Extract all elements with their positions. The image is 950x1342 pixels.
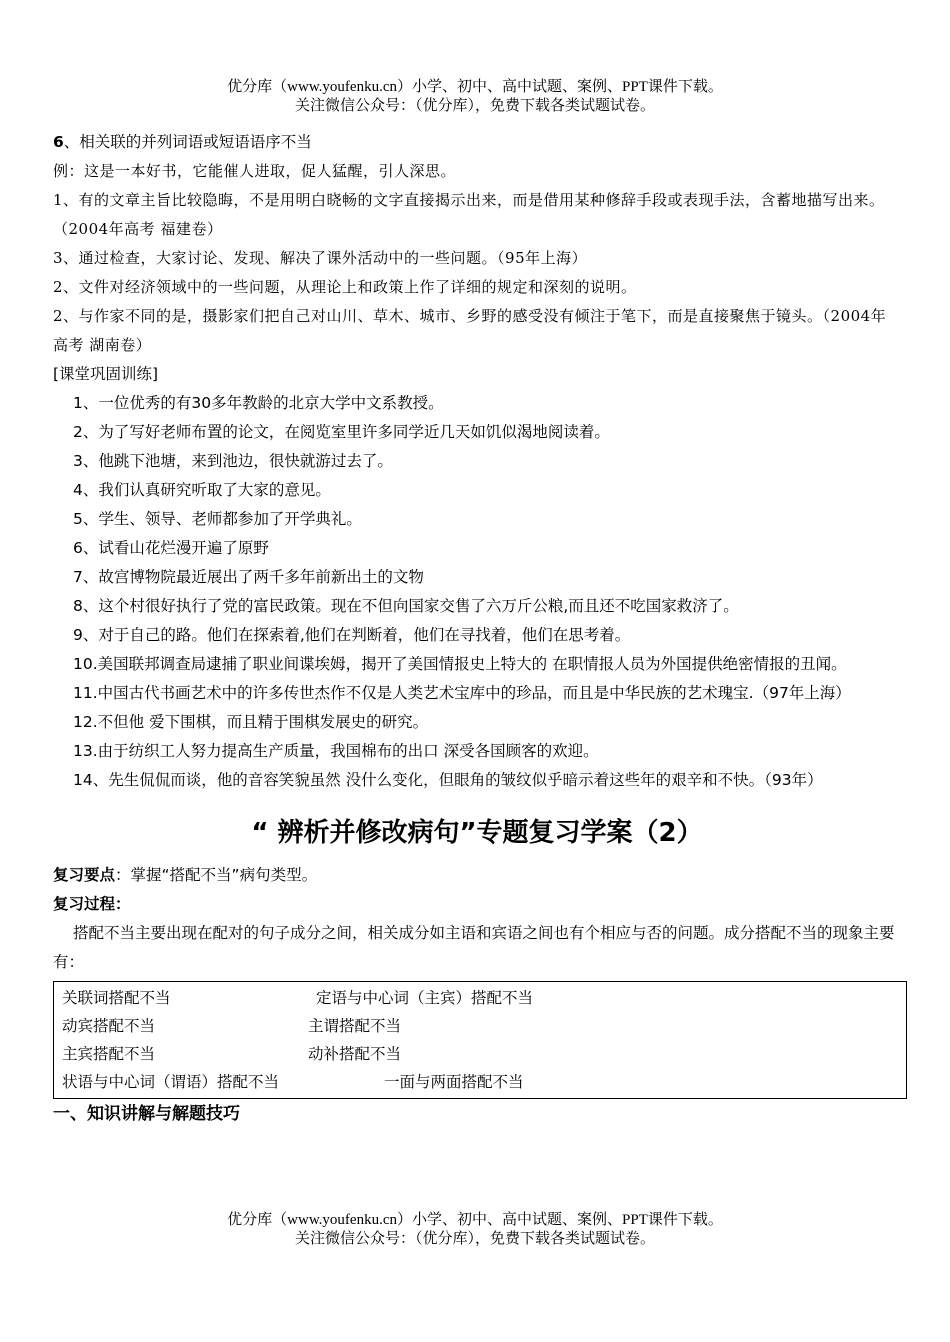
types-box (53, 981, 907, 1099)
practice-item: 11.中国古代书画艺术中的许多传世杰作不仅是人类艺术宝库中的珍品，而且是中华民族的艺术瑰宝.（97年上海） (73, 684, 851, 702)
practice-item: 5、学生、领导、老师都参加了开学典礼。 (73, 510, 362, 528)
part6-heading (53, 128, 901, 157)
practice-item: 13.由于纺织工人努力提高生产质量，我国棉布的出口 深受各国顾客的欢迎。 (73, 742, 599, 760)
practice-item: 8、这个村很好执行了党的富民政策。现在不但向国家交售了六万斤公粮,而且还不吃国家救济了。 (73, 597, 739, 615)
type-cell: 关联词搭配不当 (62, 989, 171, 1007)
footer-line-1: 优分库（www.youfenku.cn）小学、初中、高中试题、案例、PPT课件下载。 (227, 1212, 723, 1228)
practice-item: 4、我们认真研究听取了大家的意见。 (73, 481, 331, 499)
main-content (53, 128, 901, 1129)
part6-heading-text: 、相关联的并列词语或短语语序不当 (63, 133, 312, 151)
header-line-2: 关注微信公众号：（优分库），免费下载各类试题试卷。 (294, 98, 655, 114)
review-process-label: 复习过程： (53, 895, 131, 913)
type-cell: 主宾搭配不当 (62, 1045, 156, 1063)
types-row (62, 1012, 898, 1040)
practice-item: 12.不但他 爱下围棋，而且精于围棋发展史的研究。 (73, 713, 429, 731)
practice-item: 2、为了写好老师布置的论文，在阅览室里许多同学近几天如饥似渴地阅读着。 (73, 423, 610, 441)
footer-line-2: 关注微信公众号：（优分库），免费下载各类试题试卷。 (294, 1231, 655, 1247)
practice-item: 1、一位优秀的有30多年教龄的北京大学中文系教授。 (73, 394, 444, 412)
type-cell: 动宾搭配不当 (62, 1017, 156, 1035)
type-cell: 定语与中心词（主宾）搭配不当 (316, 989, 534, 1007)
part6-example: 例：这是一本好书，它能催人进取，促人猛醒，引人深思。 (53, 162, 457, 180)
review-points-label: 复习要点 (53, 866, 116, 884)
practice-item: 6、试看山花烂漫开遍了原野 (73, 539, 269, 557)
practice-item: 9、对于自己的路。他们在探索着,他们在判断着，他们在寻找着，他们在思考着。 (73, 626, 631, 644)
header-line-1: 优分库（www.youfenku.cn）小学、初中、高中试题、案例、PPT课件下载。 (227, 79, 723, 95)
review-points-text: ：掌握“搭配不当”病句类型。 (115, 866, 318, 884)
practice-item: 10.美国联邦调查局逮捕了职业间谍埃姆，揭开了美国情报史上特大的 在职情报人员为外国提供绝密情报的丑闻。 (73, 655, 847, 673)
part6-item: 3、通过检查，大家讨论、发现、解决了课外活动中的一些问题。（95年上海） (53, 249, 588, 267)
type-cell: 动补搭配不当 (308, 1045, 402, 1063)
part6-heading-number: 6 (53, 133, 64, 151)
practice-heading: [课堂巩固训练] (53, 365, 159, 383)
types-row (62, 984, 898, 1012)
type-cell: 主谓搭配不当 (308, 1017, 402, 1035)
type-cell: 一面与两面搭配不当 (384, 1073, 524, 1091)
part6-item: 1、有的文章主旨比较隐晦，不是用明白晓畅的文字直接揭示出来，而是借用某种修辞手段或表现手法，含蓄地描写出来。（2004年高考 福建卷） (53, 191, 885, 238)
review-intro: 搭配不当主要出现在配对的句子成分之间，相关成分如主语和宾语之间也有个相应与否的问题。成分搭配不当的现象主要有： (53, 924, 895, 971)
type-cell: 状语与中心词（谓语）搭配不当 (62, 1073, 280, 1091)
practice-item: 3、他跳下池塘，来到池边，很快就游过去了。 (73, 452, 393, 470)
part6-item: 2、与作家不同的是，摄影家们把自己对山川、草木、城市、乡野的感受没有倾注于笔下，而是直接聚焦于镜头。（2004年高考 湖南卷） (53, 307, 887, 354)
page-title: “ 辨析并修改病句”专题复习学案（2） (251, 818, 703, 848)
types-row (62, 1040, 898, 1068)
section-one-heading: 一、知识讲解与解题技巧 (53, 1104, 240, 1124)
practice-item: 14、先生侃侃而谈，他的音容笑貌虽然 没什么变化，但眼角的皱纹似乎暗示着这些年的艰辛和不快。（93年） (73, 771, 823, 789)
page-footer (0, 1211, 950, 1249)
review-points (53, 861, 901, 890)
page-header (0, 78, 950, 116)
types-row (62, 1068, 898, 1096)
part6-item: 2、文件对经济领域中的一些问题，从理论上和政策上作了详细的规定和深刻的说明。 (53, 278, 637, 296)
practice-item: 7、故宫博物院最近展出了两千多年前新出土的文物 (73, 568, 424, 586)
